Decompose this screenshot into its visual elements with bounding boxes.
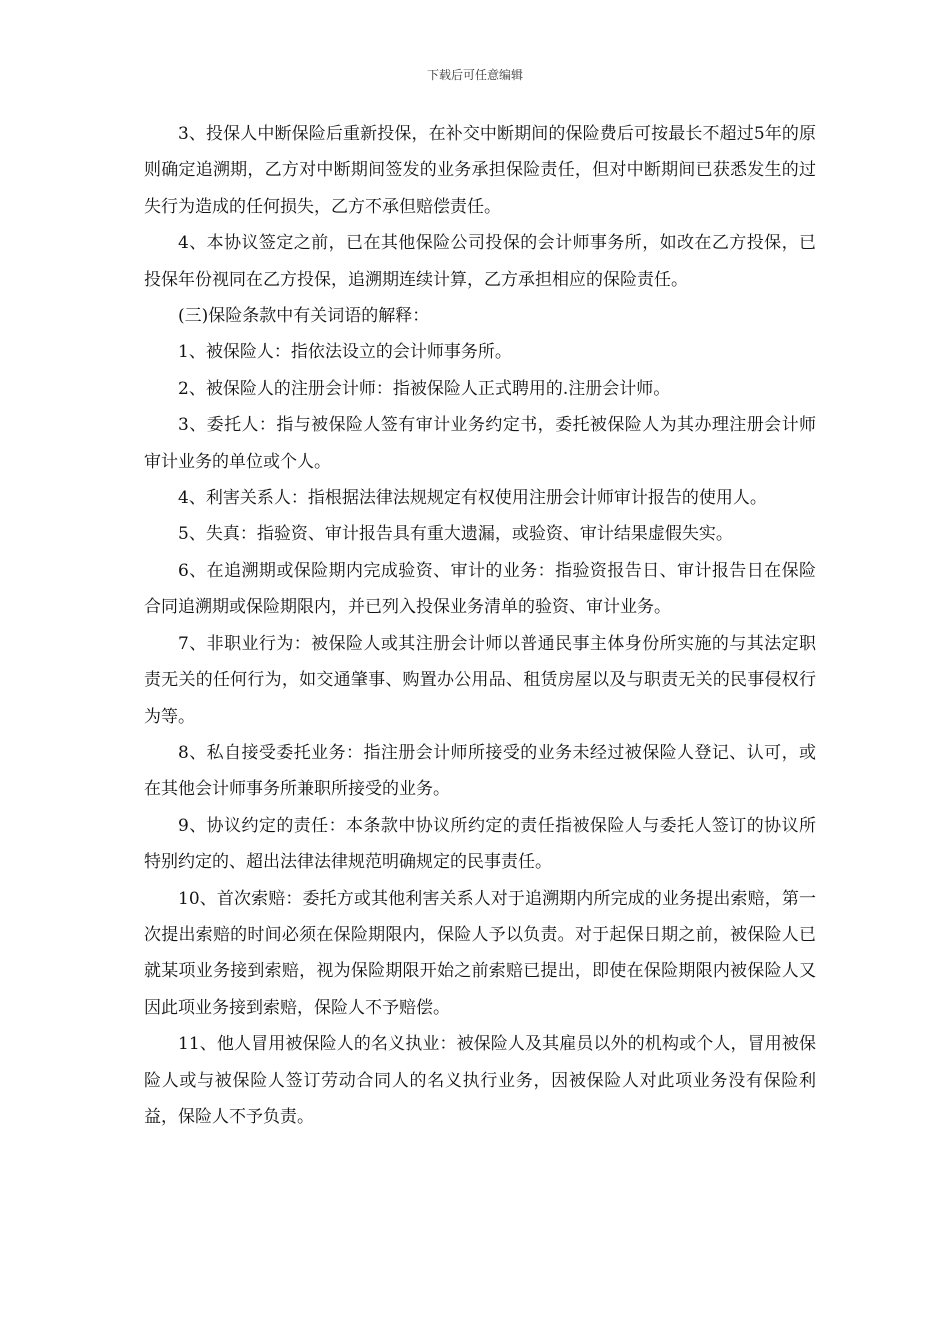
definition-client: 3、委托人：指与被保险人签有审计业务约定书，委托被保险人为其办理注册会计师审计业务的单位或个人。 bbox=[144, 415, 816, 472]
page-header: 下载后可任意编辑 bbox=[426, 68, 523, 82]
definition-insured-cpa: 2、被保险人的注册会计师：指被保险人正式聘用的.注册会计师。 bbox=[178, 378, 671, 399]
definition-non-professional-act: 7、非职业行为：被保险人或其注册会计师以普通民事主体身份所实施的与其法定职责无关的任何行为，如交通肇事、购置办公用品、租赁房屋以及与职责无关的民事侵权行为等。 bbox=[144, 633, 816, 727]
definition-impersonation: 11、他人冒用被保险人的名义执业：被保险人及其雇员以外的机构或个人，冒用被保险人或与被保险人签订劳动合同人的名义执行业务，因被保险人对此项业务没有保险利益，保险人不予负责。 bbox=[144, 1034, 816, 1127]
document-body bbox=[144, 116, 816, 1135]
paragraph-clause-3: 3、投保人中断保险后重新投保，在补交中断期间的保险费后可按最长不超过5年的原则确定追溯期，乙方对中断期间签发的业务承担保险责任，但对中断期间已获悉发生的过失行为造成的任何损失，乙方不承但赔偿责任。 bbox=[144, 124, 816, 217]
definition-private-engagement: 8、私自接受委托业务：指注册会计师所接受的业务未经过被保险人登记、认可，或在其他会计师事务所兼职所接受的业务。 bbox=[144, 742, 816, 800]
definition-distortion: 5、失真：指验资、审计报告具有重大遗漏，或验资、审计结果虚假失实。 bbox=[178, 524, 733, 545]
paragraph-clause-4: 4、本协议签定之前，已在其他保险公司投保的会计师事务所，如改在乙方投保，已投保年份视同在乙方投保，追溯期连续计算，乙方承担相应的保险责任。 bbox=[144, 233, 816, 290]
definition-first-claim: 10、首次索赔：委托方或其他利害关系人对于追溯期内所完成的业务提出索赔，第一次提出索赔的时间必须在保险期限内，保险人予以负责。对于起保日期之前，被保险人已就某项业务接到索赔，视为保险期限开始之前索赔已提出，即使在保险期限内被保险人又因此项业务接到索赔，保险人不予赔偿。 bbox=[144, 888, 816, 1018]
definition-agreed-liability: 9、协议约定的责任：本条款中协议所约定的责任指被保险人与委托人签订的协议所特别约定的、超出法律法律规范明确规定的民事责任。 bbox=[144, 815, 816, 873]
definition-completed-business: 6、在追溯期或保险期内完成验资、审计的业务：指验资报告日、审计报告日在保险合同追溯期或保险期限内，并已列入投保业务清单的验资、审计业务。 bbox=[144, 560, 816, 618]
definition-insured: 1、被保险人：指依法设立的会计师事务所。 bbox=[178, 342, 512, 363]
definition-interested-party: 4、利害关系人：指根据法律法规规定有权使用注册会计师审计报告的使用人。 bbox=[178, 488, 767, 509]
section-heading-definitions: (三)保险条款中有关词语的解释： bbox=[178, 306, 430, 327]
